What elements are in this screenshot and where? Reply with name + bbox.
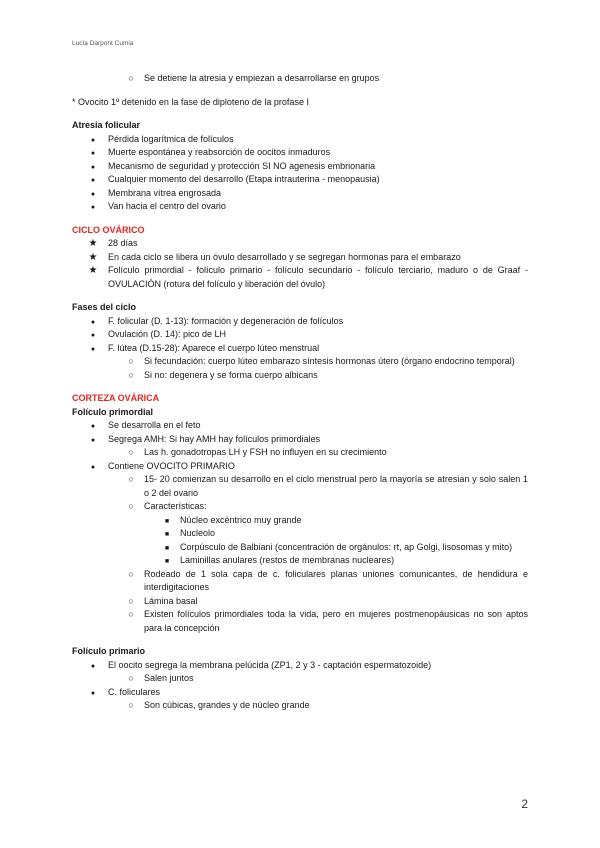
list-item: ● Mecanismo de seguridad y protección SI NO agenesis embrionaria bbox=[72, 160, 528, 174]
list-item: ○ Las h. gonadotropas LH y FSH no influyen en su crecimiento bbox=[72, 446, 528, 460]
disc-bullet-icon bbox=[86, 433, 100, 448]
list-item: ● Muerte espontánea y reabsorción de oocitos inmaduros bbox=[72, 146, 528, 160]
circle-bullet-icon bbox=[124, 446, 138, 460]
star-bullet-icon bbox=[86, 264, 100, 278]
square-bullet-icon bbox=[160, 554, 174, 569]
list-item: ○ Si fecundación: cuerpo lúteo embarazo síntesis hormonas útero (órgano endocrino temporal) bbox=[72, 355, 528, 369]
list-item: ● Contiene OVOCITO PRIMARIO bbox=[72, 460, 528, 474]
disc-bullet-icon bbox=[86, 315, 100, 330]
list-item: ○ Características: bbox=[72, 500, 528, 514]
note-ovocito: * Ovocito 1º detenido en la fase de diploteno de la profase I bbox=[72, 96, 309, 107]
disc-bullet-icon bbox=[86, 686, 100, 701]
list-item: ● El oocito segrega la membrana pelúcida (ZP1, 2 y 3 - captación espermatozoide) bbox=[72, 659, 528, 673]
circle-bullet-icon bbox=[124, 369, 138, 383]
list-item: ● F. lútea (D.15-28): Aparece el cuerpo lúteo menstrual bbox=[72, 342, 528, 356]
list-item: ○ Rodeado de 1 sola capa de c. foliculares planas uniones comunicantes, de hendidura e interdigitaciones bbox=[72, 568, 528, 595]
disc-bullet-icon bbox=[86, 160, 100, 175]
circle-bullet-icon bbox=[124, 672, 138, 686]
list-item: ● Segrega AMH: Si hay AMH hay folículos primordiales bbox=[72, 433, 528, 447]
square-bullet-icon bbox=[160, 527, 174, 542]
list-item: ● Cualquier momento del desarrollo (Etapa intrauterina - menopausia) bbox=[72, 173, 528, 187]
page-header-author: Lucía Darpont Cumia bbox=[72, 40, 134, 47]
square-bullet-icon bbox=[160, 541, 174, 556]
list-item: ● Pérdida logarítmica de folículos bbox=[72, 133, 528, 147]
list-item: ○ Son cúbicas, grandes y de núcleo grande bbox=[72, 699, 528, 713]
circle-bullet-icon bbox=[124, 608, 138, 622]
star-bullet-icon bbox=[86, 237, 100, 251]
list-item: ○ Si no: degenera y se forma cuerpo albicans bbox=[72, 369, 528, 383]
disc-bullet-icon bbox=[86, 133, 100, 148]
star-bullet-icon bbox=[86, 251, 100, 265]
list-item: ○ 15- 20 comienzan su desarrollo en el ciclo menstrual pero la mayoría se atresian y solo salen 1 o 2 del ovario bbox=[72, 473, 528, 500]
document-body bbox=[72, 72, 528, 713]
list-item: ■ Corpúsculo de Balbiani (concentración de orgánulos: rt, ap Golgi, lisosomas y mito) bbox=[72, 541, 528, 555]
disc-bullet-icon bbox=[86, 200, 100, 215]
square-bullet-icon bbox=[160, 514, 174, 529]
list-item: ○ Salen juntos bbox=[72, 672, 528, 686]
disc-bullet-icon bbox=[86, 342, 100, 357]
circle-bullet-icon bbox=[124, 699, 138, 713]
list-item: ★ 28 días bbox=[72, 237, 528, 251]
list-item: ○ Existen folículos primordiales toda la vida, pero en mujeres postmenopáusicas no son aptos para la concepción bbox=[72, 608, 528, 635]
circle-bullet-icon bbox=[124, 355, 138, 369]
list-item: ■ Nucleolo bbox=[72, 527, 528, 541]
list-item: ■ Núcleo excéntrico muy grande bbox=[72, 514, 528, 528]
list-item: ● Se desarrolla en el feto bbox=[72, 419, 528, 433]
list-item: ● Ovulación (D. 14): pico de LH bbox=[72, 328, 528, 342]
section-heading-corteza: CORTEZA OVÁRICA bbox=[72, 393, 160, 403]
circle-bullet-icon bbox=[124, 595, 138, 609]
list-item: ★ En cada ciclo se libera un óvulo desarrollado y se segregan hormonas para el embarazo bbox=[72, 251, 528, 265]
circle-bullet-icon bbox=[124, 500, 138, 514]
list-item: ■ Laminillas anulares (restos de membranas nucleares) bbox=[72, 554, 528, 568]
disc-bullet-icon bbox=[86, 146, 100, 161]
list-item: ★ Folículo primordial - folículo primario - folículo secundario - folículo terciario, maduro o de Graaf - OVULACIÓN (rotura del folículo y liberación del óvulo) bbox=[72, 264, 528, 291]
section-heading-fases: Fases del ciclo bbox=[72, 302, 137, 312]
section-heading-atresia: Atresia folicular bbox=[72, 120, 141, 130]
disc-bullet-icon bbox=[86, 328, 100, 343]
disc-bullet-icon bbox=[86, 419, 100, 434]
disc-bullet-icon bbox=[86, 460, 100, 475]
section-heading-ciclo-ovarico: CICLO OVÁRICO bbox=[72, 224, 145, 235]
subheading-foliculo-primordial: Folículo primordial bbox=[72, 406, 154, 417]
list-item: ● Membrana vítrea engrosada bbox=[72, 187, 528, 201]
page-number: 2 bbox=[521, 797, 528, 811]
list-item: ○ Se detiene la atresia y empiezan a desarrollarse en grupos bbox=[72, 72, 528, 86]
subheading-foliculo-primario: Folículo primario bbox=[72, 646, 146, 656]
list-item: ○ Lámina basal bbox=[72, 595, 528, 609]
circle-bullet-icon bbox=[124, 72, 138, 86]
disc-bullet-icon bbox=[86, 187, 100, 202]
circle-bullet-icon bbox=[124, 473, 138, 487]
circle-bullet-icon bbox=[124, 568, 138, 582]
list-item: ● Van hacia el centro del ovario bbox=[72, 200, 528, 214]
list-item: ● F. folicular (D. 1-13): formación y degeneración de folículos bbox=[72, 315, 528, 329]
disc-bullet-icon bbox=[86, 659, 100, 674]
list-item: ● C. foliculares bbox=[72, 686, 528, 700]
disc-bullet-icon bbox=[86, 173, 100, 188]
